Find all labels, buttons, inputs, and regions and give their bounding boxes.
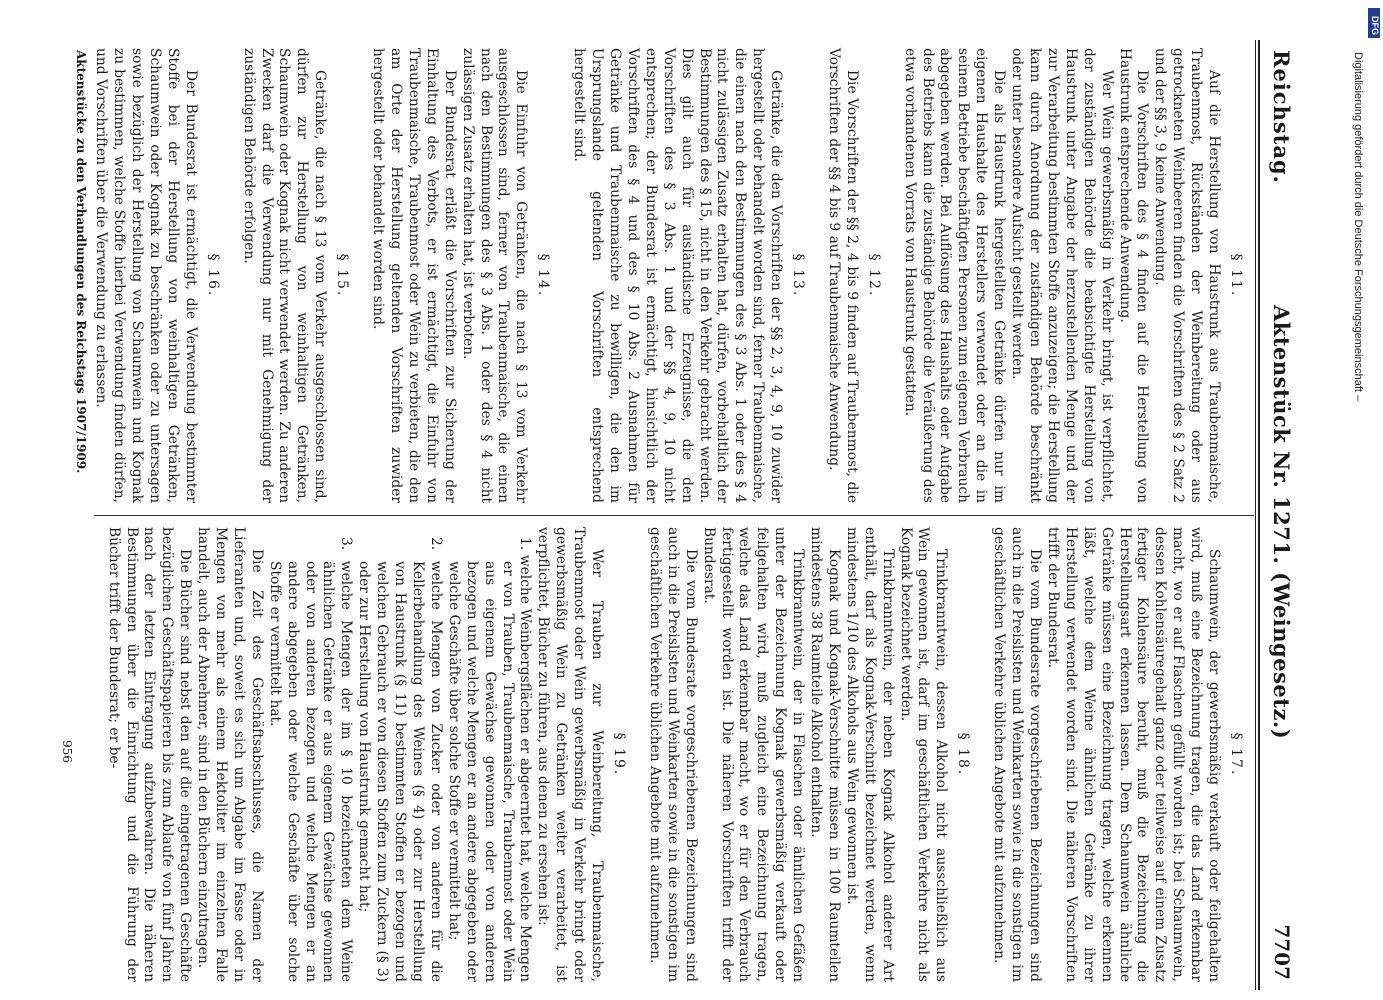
- column-divider: [94, 515, 1254, 516]
- dfg-logo: [1368, 8, 1380, 38]
- paragraph: Der Bundesrat erläßt die Vorschriften zur Sicherung der Einhaltung des Verbots, er ist ermächtigt, die Einfuhr von Traubenmaische, Traubenmost oder Wein zu verbieten, die den am Orte der Herstellung geltenden Vorschriften zuwider hergestellt oder behandelt worden sind.: [370, 48, 458, 503]
- header-rule: [1258, 40, 1260, 990]
- dfg-logo-text: DFG: [1370, 16, 1380, 35]
- paragraph: Der Bundesrat ist ermächtigt, die Verwendung bestimmter Stoffe bei der Herstellung von weinhaltigen Getränken, Schaumwein oder Kognak zu beschränken oder zu untersagen sowie bezüglich der Herstellung von Schaumwein und Kognak zu bestimmen, welche Stoffe hierbei Verwendung finden dürfen, und Vorschriften über die Verwendung zu erlassen.: [93, 48, 199, 503]
- paragraph: Trinkbranntwein, dessen Alkohol nicht ausschließlich aus Wein gewonnen ist, darf im geschäftlichen Verkehre nicht als Kognak bezeichnet werden.: [897, 527, 950, 982]
- credit-text: Digitalisierung gefördert durch die Deutsche Forschungsgemeinschaft –: [1352, 52, 1364, 402]
- paragraph: Trinkbranntwein, der in Flaschen oder ähnlichen Gefäßen unter der Bezeichnung Kognak gewerbsmäßig verkauft oder feilgehalten wird, muß zugleich eine Bezeichnung tragen, welche das Land erkennbar macht, wo er für den Verbrauch fertiggestellt worden ist. Die näheren Vorschriften trifft der Bundesrat.: [700, 527, 807, 982]
- paragraph: Die vom Bundesrate vorgeschriebenen Bezeichnungen sind auch in die Preislisten und Weinkarten sowie in die sonstigen im geschäftlichen Verkehre üblichen Angebote mit aufzunehmen.: [991, 527, 1044, 982]
- section-heading: § 14.: [535, 253, 552, 298]
- paragraph: Die Vorschriften der §§ 2, 4 bis 9 finden auf Traubenmost, die Vorschriften der §§ 4 bis 9 auf Traubenmaische Anwendung.: [825, 48, 860, 503]
- header-left: Reichstag.: [1269, 50, 1294, 184]
- paragraph: Die Zeit des Geschäftsabschlusses, die Namen der Lieferanten und, soweit es sich um Abgabe im Fasse oder in Mengen von mehr als einem Hektoliter im einzelnen Falle handelt, auch der Abnehmer, sind in den Büchern einzutragen.: [195, 527, 265, 982]
- left-column: [91, 48, 1244, 503]
- paragraph: Auf die Herstellung von Haustrunk aus Traubenmaische, Traubenmost, Rückständen der Weinbereitung oder aus getrockneten Weinbeeren finden die Vorschriften des § 2 Satz 2 und der §§ 3, 9 keine Anwendung.: [1152, 48, 1223, 503]
- paragraph: Die als Haustrunk hergestellten Getränke dürfen nur im eigenen Haushalte des Herstellers verwendet oder an die in seinem Betriebe beschäftigten Personen zum eigenen Verbrauch abgegeben werden. Bei Auflösung des Haushalts oder Aufgabe des Betriebs kann die zuständige Behörde die Veräußerung des etwa vorhandenen Vorrats von Haustrunk gestatten.: [901, 48, 1008, 503]
- paragraph: Die vom Bundesrate vorgeschriebenen Bezeichnungen sind auch in die Preislisten und Weinkarten sowie in die sonstigen im geschäftlichen Verkehre üblichen Angebote mit aufzunehmen.: [646, 527, 699, 982]
- right-column: [104, 527, 1244, 982]
- paragraph: Wer Wein gewerbsmäßig in Verkehr bringt, ist verpflichtet, der zuständigen Behörde die beabsichtigte Herstellung von Haustrunk unter Angabe der herzustellenden Menge und der zur Verarbeitung bestimmten Stoffe anzuzeigen; die Herstellung kann durch Anordnung der zuständigen Behörde beschränkt oder unter besondere Aufsicht gestellt werden.: [1009, 48, 1115, 503]
- section-heading: § 19.: [611, 732, 627, 777]
- section-heading: § 13.: [790, 253, 807, 298]
- document-page: [40, 40, 1300, 990]
- header-title: Aktenstück Nr. 1271. (Weingesetz.): [1269, 305, 1294, 740]
- side-credit: [1350, 0, 1376, 1000]
- paragraph: Getränke, die den Vorschriften der §§ 2, 3, 4, 9, 10 zuwider hergestellt oder behandelt worden sind, ferner Traubenmaische, die einen nach den Bestimmungen des § 3 Abs. 1 oder des § 4 nicht zulässigen Zusatz erhalten hat, dürfen, vorbehaltlich der Bestimmungen des § 15, nicht in den Verkehr gebracht werden. Dies gilt auch für ausländische Erzeugnisse, die den Vorschriften des § 3 Abs. 1 und der §§ 4, 9, 10 nicht entsprechen; der Bundesrat ist ermächtigt, hinsichtlich der Vorschriften des § 4 und des § 10 Abs. 2 Ausnahmen für Getränke und Traubenmaische zu bewilligen, die den im Ursprungslande geltenden Vorschriften entsprechend hergestellt sind.: [571, 48, 785, 503]
- paragraph: Wer Trauben zur Weinbereitung, Traubenmaische, Traubenmost oder Wein gewerbsmäßig in Verkehr bringt oder gewerbsmäßig Wein zu Getränken weiter verarbeitet, ist verpflichtet, Bücher zu führen, aus denen zu ersehen ist:: [535, 527, 606, 982]
- paragraph: Die Vorschriften des § 4 finden auf die Herstellung von Haustrunk entsprechende Anwendung.: [1116, 48, 1151, 503]
- paragraph: Getränke, die nach § 13 vom Verkehr ausgeschlossen sind, dürfen zur Herstellung von weinhaltigen Getränken, Schaumwein oder Kognak nicht verwendet werden. Zu anderen Zwecken darf die Verwendung nur mit Genehmigung der zuständigen Behörde erfolgen.: [240, 48, 329, 503]
- section-heading: § 11.: [1228, 253, 1244, 298]
- bottom-page-number: 956: [60, 740, 74, 763]
- section-heading: § 15.: [334, 253, 351, 298]
- header-page-number: 7707: [1270, 924, 1294, 980]
- paragraph: Die Bücher sind nebst den auf die eingetragenen Geschäfte bezüglichen Geschäftspapieren bis zum Ablaufe von fünf Jahren nach der letzten Eintragung aufzubewahren. Die näheren Bestimmungen über die Einrichtung und die Führung der Bücher trifft der Bundesrat; er be-: [105, 527, 194, 982]
- paragraph: Kognak und Kognak-Verschnitte müssen in 100 Raumteilen mindestens 38 Raumteile Alkohol enthalten.: [808, 527, 842, 982]
- section-heading: § 17.: [1228, 732, 1244, 777]
- section-heading: § 18.: [955, 732, 972, 777]
- list-item: 2. welche Mengen von Zucker oder von anderen für die Kellerbehandlung des Weines (§ 4) oder zur Herstellung von Haustrunk (§ 11) bestimmten Stoffen er bezogen und welchen Gebrauch er von diesen Stoffen zum Zuckern (§ 3) oder zur Herstellung von Haustrunk gemacht hat;: [356, 537, 444, 982]
- page-header: [1260, 40, 1300, 990]
- footer-note: Aktenstücke zu den Verhandlungen des Reichstags 1907/1909.: [74, 50, 88, 474]
- header-rule-thin: [1255, 40, 1256, 990]
- paragraph: Schaumwein, der gewerbsmäßig verkauft oder feilgehalten wird, muß eine Bezeichnung tragen, die das Land erkennbar macht, wo er auf Flaschen gefüllt worden ist; bei Schaumwein, dessen Kohlensäuregehalt ganz oder teilweise auf einem Zusatz fertiger Kohlensäure beruht, muß die Bezeichnung die Herstellungsart erkennen lassen. Dem Schaumwein ähnliche Getränke müssen eine Bezeichnung tragen, welche erkennen läßt, welche dem Weine ähnlichen Getränke zu ihrer Herstellung verwendet worden sind. Die näheren Vorschriften trifft der Bundesrat.: [1044, 527, 1223, 982]
- section-heading: § 12.: [865, 253, 882, 298]
- section-heading: § 16.: [204, 253, 221, 298]
- paragraph: Die Einfuhr von Getränken, die nach § 13 vom Verkehr ausgeschlossen sind, ferner von Traubenmaische, die einen nach den Bestimmungen des § 3 Abs. 1 oder des § 4 nicht zulässigen Zusatz erhalten hat, ist verboten.: [459, 48, 530, 503]
- list-item: 3. welche Mengen der im § 10 bezeichneten dem Weine ähnlichen Getränke er aus eigenem Gewächse gewonnen oder von anderen bezogen und welche Mengen er an andere abgegeben oder welche Geschäfte über solche Stoffe er vermittelt hat.: [266, 537, 355, 982]
- paragraph: Trinkbranntwein, der neben Kognak Alkohol anderer Art enthält, darf als Kognak-Verschnitt bezeichnet werden, wenn mindestens 1/10 des Alkohols aus Wein gewonnen ist.: [843, 527, 896, 982]
- list-item: 1. welche Weinbergsflächen er abgeerntet hat, welche Mengen er von Trauben, Traubenmaische, Traubenmost oder Wein aus eigenem Gewächse gewonnen oder von anderen bezogen und welche Mengen er an andere abgegeben oder welche Geschäfte über solche Stoffe er vermittelt hat;: [445, 537, 534, 982]
